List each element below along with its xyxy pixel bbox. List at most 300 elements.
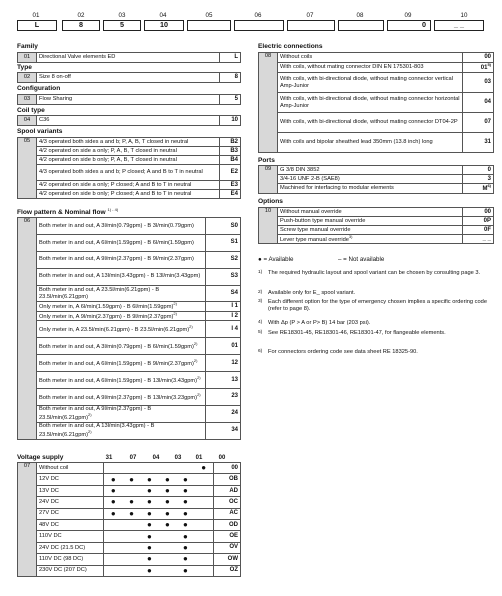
table-row [18,542,241,553]
voltage-label: 110V DC [37,531,104,542]
footnote-number: 1) [258,270,263,275]
row-text: Machined for interfacing to modular elements [278,184,463,194]
row-text: 4/2 operated on side b only; P, A, B, T closed in neutral [37,156,220,165]
row-code: 8 [220,73,241,83]
empty-mark [194,565,213,576]
position-number: 09 [404,12,412,19]
voltage-label: 110V DC (98 DC) [37,554,104,565]
footnote-text: Each different option for the type of emergency chosen implies a specific ordering code (refer to page 8). [268,299,487,312]
row-text-sup: 2) [173,301,177,307]
row-text: 4/3 operated both sides a and b; P closed; A and B to T in neutral [37,165,220,181]
code-box-04: 10 [144,20,184,31]
available-mark: ● [158,519,176,530]
available-mark: ● [104,474,123,485]
code-sup: 6) [487,183,491,188]
row-code: 07 [463,113,494,133]
position-number: 10 [460,12,468,19]
row-text [37,388,206,405]
table-row [18,190,241,199]
table-row [259,73,494,93]
row-code: E4 [220,190,241,199]
row-number: 06 [18,218,37,440]
row-text: Directional Valve elements ED [37,53,220,63]
available-mark: ● [140,531,158,542]
row-code: 04 [463,93,494,113]
table-row [259,184,494,194]
row-text-main: Only meter in, A 6l/min(1.59gpm) - B 6l/min(1.59gpm) [39,304,174,311]
row-code: OV [214,542,241,553]
table-row [18,554,241,565]
row-code [463,184,494,194]
table-row [18,372,241,389]
position-number: 06 [254,12,262,19]
row-code: 23 [206,388,241,405]
voltage-label: 12V DC [37,474,104,485]
row-text-main: Both meter in and out, A 6l/min(1.59gpm) - B 13l/min(3.43gpm) [39,377,198,384]
table-row [259,175,494,184]
available-mark: ● [176,497,194,508]
row-number: 10 [259,208,278,244]
footnote-number: 2) [258,290,263,295]
available-mark: ● [158,485,176,496]
voltage-supply-table [17,462,241,577]
voltage-supply-title: Voltage supply [17,454,64,461]
row-number: 07 [18,463,37,577]
table-row [259,208,494,217]
row-number: 01 [18,53,37,63]
row-code: AD [214,485,241,496]
empty-mark [123,519,141,530]
available-mark: ● [123,508,141,519]
voltage-label: 230V DC (207 DC) [37,565,104,576]
row-text [37,338,206,355]
footnote-text: With Δp (P > A or P> B) 14 bar (203 psi). [268,320,371,326]
voltage-column-header: 07 [129,455,137,461]
table-row [259,133,494,153]
row-text-sup: 2) [88,428,92,434]
electric-connections-table [258,52,494,153]
row-number: 08 [259,53,278,153]
row-code: 13 [206,372,241,389]
footnote-number: 3) [258,299,263,304]
available-mark: ● [176,485,194,496]
row-text [278,235,463,244]
available-mark: ● [123,497,141,508]
row-code: I 1 [206,302,241,311]
code-box-01: L [17,20,57,31]
code-sup: 5) [487,62,491,68]
row-code: S4 [206,285,241,302]
available-mark: ● [140,474,158,485]
flow-pattern-table [17,217,241,440]
available-mark: ● [140,519,158,530]
row-code: S2 [206,251,241,268]
row-code: OE [214,531,241,542]
row-text [37,321,206,338]
table-row [18,321,241,338]
row-text-main: Only meter in, A 23.5l/min(6.21gpm) - B 23.5l/min(6.21gpm) [39,326,190,333]
row-text: With coils, with bi-directional diode, without mating connector vertical Amp-Junior [278,73,463,93]
row-number: 05 [18,138,37,199]
table-row [18,463,241,474]
footnote-text: For connectors ordering code see data sheet RE 18325-90. [268,349,418,355]
footnote [258,299,494,312]
available-mark: ● [176,542,194,553]
row-text [37,218,206,235]
row-text: Size 8 on-off [37,73,220,83]
table-row [18,73,241,83]
empty-mark [158,554,176,565]
row-code: 24 [206,405,241,422]
row-code: E3 [220,181,241,190]
position-number: 01 [32,12,40,19]
row-code: E2 [220,165,241,181]
available-mark: ● [176,474,194,485]
empty-mark [104,463,123,474]
ports-title: Ports [258,157,275,164]
position-number: 05 [205,12,213,19]
row-text-main: Both meter in and out, A 3l/min(0.79gpm) - B 6l/min(1.59gpm) [39,343,194,350]
options-title: Options [258,198,283,205]
position-number: 03 [118,12,126,19]
available-mark: ● [104,497,123,508]
row-code: B4 [220,156,241,165]
footnote [258,290,494,297]
row-text-main: Both meter in and out, A 9l/min(2.37gpm) - B 23.5l/min(6.21gpm) [39,406,152,421]
row-code: 0P [463,217,494,226]
table-row [259,113,494,133]
table-row [18,474,241,485]
table-row [18,311,241,320]
position-number: 04 [159,12,167,19]
position-number: 07 [306,12,314,19]
row-text: 4/2 operated on side b only; P closed; A and B to T in neutral [37,190,220,199]
row-code: OD [214,519,241,530]
flow-pattern-title-text: Flow pattern & Nominal flow [17,209,106,217]
row-code: L [220,53,241,63]
row-text-main: Both meter in and out, A 9l/min(2.37gpm) - B 9l/min(2.37gpm) [39,256,194,263]
row-text: 4/2 operated on side a only; P, A, B, T closed in neutral [37,147,220,156]
code-box-06 [234,20,284,31]
voltage-label: Without coil [37,463,104,474]
footnote-text: See RE18301-45, RE18301-46, RE18301-47, for flangeable elements. [268,330,446,336]
empty-mark [194,508,213,519]
flow-pattern-title [17,208,118,217]
row-code: 00 [463,208,494,217]
available-mark: ● [194,463,213,474]
footnote-number: 4) [258,320,263,325]
table-row [259,166,494,175]
code-box-03: 5 [103,20,141,31]
position-number: 08 [356,12,364,19]
row-text-sup: 2) [197,374,201,380]
legend-not-available: – = Not available [338,256,385,263]
row-text-main: Both meter in and out, A 3l/min(0.79gpm) - B 3l/min(0.79gpm) [39,222,194,229]
row-code: I 4 [206,321,241,338]
empty-mark [104,542,123,553]
row-text: G 3/8 DIN 3852 [278,166,463,175]
row-code: 12 [206,355,241,372]
row-code: OB [214,474,241,485]
row-text [37,372,206,389]
empty-mark [104,554,123,565]
empty-mark [104,565,123,576]
row-code: 34 [206,422,241,439]
table-row [259,217,494,226]
empty-mark [194,485,213,496]
row-text: Flow Sharing [37,95,220,105]
row-text-main: Both meter in and out, A 23.5l/min(6.21gpm) - B 23.5l/min(6.21gpm) [39,286,160,300]
row-text [37,405,206,422]
row-text: Without coils [278,53,463,63]
row-text: C36 [37,116,220,126]
available-mark: ● [123,474,141,485]
empty-mark [158,463,176,474]
available-mark: ● [176,565,194,576]
available-mark: ● [140,542,158,553]
empty-mark [104,519,123,530]
table-row [18,519,241,530]
row-text: Without manual override [278,208,463,217]
table-row [18,355,241,372]
row-code: 00 [214,463,241,474]
voltage-column-header: 03 [174,455,182,461]
row-text-main: Both meter in and out, A 13l/min(3.43gpm) - B 23.5l/min(6.21gpm) [39,423,155,438]
available-mark: ● [104,508,123,519]
row-text-sup: 2) [173,310,177,316]
available-mark: ● [176,554,194,565]
row-code: OC [214,497,241,508]
table-row [18,234,241,251]
table-row [18,268,241,285]
table-row [18,388,241,405]
row-text [37,268,206,285]
footnote-text: Available only for E_ spool variant. [268,290,356,296]
table-row [18,338,241,355]
table-row [259,235,494,244]
empty-mark [194,497,213,508]
code-box-09: 0 [387,20,431,31]
table-row [259,226,494,235]
row-text-main: Both meter in and out, A 13l/min(3.43gpm) - B 13l/min(3.43gpm) [39,273,201,280]
empty-mark [123,565,141,576]
row-text: 3/4-16 UNF 2-B (SAE8) [278,175,463,184]
row-code: 5 [220,95,241,105]
table-row [18,485,241,496]
row-code: S0 [206,218,241,235]
table-row [18,156,241,165]
empty-mark [194,554,213,565]
available-mark: ● [140,497,158,508]
row-code: 0 [463,166,494,175]
row-text: Screw type manual override [278,226,463,235]
table-row [18,302,241,311]
family-title: Family [17,43,38,50]
row-text: 4/3 operated both sides a and b; P, A, B, T closed in neutral [37,138,220,147]
available-mark: ● [176,519,194,530]
code-box-07 [287,20,335,31]
available-mark: ● [176,531,194,542]
empty-mark [158,531,176,542]
row-text: With coils, with bi-directional diode, without mating connector DT04-2P [278,113,463,133]
voltage-column-header: 00 [218,455,226,461]
row-code: 3 [463,175,494,184]
position-number: 02 [77,12,85,19]
row-text [37,285,206,302]
row-text: 4/2 operated on side a only; P closed; A and B to T in neutral [37,181,220,190]
row-text: With coils and bipolar sheathed lead 350mm (13.8 inch) long [278,133,463,153]
table-row [18,147,241,156]
voltage-column-header: 04 [152,455,160,461]
row-text-sup: 2) [88,411,92,417]
table-row [18,531,241,542]
row-code: 0F [463,226,494,235]
row-text-sup: 2) [189,324,193,330]
available-mark: ● [158,474,176,485]
row-text-main: Lever type manual override [280,236,349,243]
empty-mark [123,531,141,542]
table-row [259,93,494,113]
available-mark: ● [158,497,176,508]
footnote [258,270,494,277]
type-table [17,72,241,83]
electric-connections-title: Electric connections [258,43,323,50]
table-row [18,497,241,508]
row-code: _ _ [463,235,494,244]
empty-mark [140,463,158,474]
spool-variants-title: Spool variants [17,128,63,135]
code-box-02: 8 [62,20,100,31]
table-row [18,285,241,302]
row-code: 31 [463,133,494,153]
family-table [17,52,241,63]
row-code: AC [214,508,241,519]
footnote-number: 5) [258,330,263,335]
table-row [18,165,241,181]
empty-mark [123,542,141,553]
empty-mark [123,463,141,474]
row-code: 03 [463,73,494,93]
row-number: 09 [259,166,278,194]
row-code: OW [214,554,241,565]
table-row [18,508,241,519]
type-title: Type [17,64,32,71]
row-text-sup: 3) [348,234,353,239]
footnote-number: 6) [258,349,263,354]
row-code: B2 [220,138,241,147]
row-text-sup: 2) [193,340,198,346]
table-row [18,53,241,63]
code-box-08 [338,20,384,31]
code-text: M [482,186,488,192]
row-text [37,311,206,320]
table-row [259,63,494,73]
options-table [258,207,494,244]
row-text-main: Both meter in and out, A 6l/min(1.59gpm) - B 6l/min(1.59gpm) [39,239,194,246]
row-text-main: Both meter in and out, A 6l/min(1.59gpm) - B 9l/min(2.37gpm) [39,360,194,367]
row-text-main: Both meter in and out, A 9l/min(2.37gpm) - B 13l/min(3.23gpm) [39,394,198,401]
row-text: Push-button type manual override [278,217,463,226]
table-row [18,95,241,105]
available-mark: ● [140,565,158,576]
voltage-label: 48V DC [37,519,104,530]
available-mark: ● [140,485,158,496]
available-mark: ● [176,508,194,519]
table-row [18,138,241,147]
empty-mark [158,542,176,553]
row-code: S3 [206,268,241,285]
ports-table [258,165,494,194]
row-code: B3 [220,147,241,156]
row-text [37,355,206,372]
empty-mark [123,485,141,496]
row-code: S1 [206,234,241,251]
footnote-text: The required hydraulic layout and spool variant can be chosen by consulting page 3. [268,270,481,276]
empty-mark [158,565,176,576]
voltage-label: 13V DC [37,485,104,496]
spool-variants-table [17,137,241,199]
table-row [18,565,241,576]
available-mark: ● [104,485,123,496]
table-row [18,251,241,268]
code-box-10: _ _ [434,20,484,31]
voltage-column-header: 31 [105,455,113,461]
row-text [37,234,206,251]
row-code [463,63,494,73]
row-code: 01 [206,338,241,355]
row-code: I 2 [206,311,241,320]
row-code: 10 [220,116,241,126]
footnote [258,320,494,327]
voltage-column-header: 01 [195,455,203,461]
row-text [37,422,206,439]
empty-mark [194,542,213,553]
voltage-label: 24V DC [37,497,104,508]
row-text-sup: 2) [197,391,201,397]
available-mark: ● [140,508,158,519]
row-text: With coils, without mating connector DIN EN 175301-803 [278,63,463,73]
coil-type-title: Coil type [17,107,45,114]
row-code: 00 [463,53,494,63]
row-text-sup: 2) [193,357,198,363]
available-mark: ● [140,554,158,565]
row-number: 02 [18,73,37,83]
empty-mark [104,531,123,542]
empty-mark [194,519,213,530]
table-row [259,53,494,63]
code-text: 01 [480,65,488,72]
configuration-title: Configuration [17,85,61,92]
table-row [18,181,241,190]
row-text [37,251,206,268]
empty-mark [194,474,213,485]
empty-mark [123,554,141,565]
table-row [18,218,241,235]
row-number: 03 [18,95,37,105]
row-text-main: Only meter in, A 9l/min(2.37gpm) - B 9l/min(2.37gpm) [39,313,174,320]
table-row [18,405,241,422]
code-box-05 [187,20,231,31]
table-row [18,422,241,439]
voltage-label: 24V DC (21.5 DC) [37,542,104,553]
empty-mark [194,531,213,542]
footnote [258,330,494,337]
configuration-table [17,94,241,105]
coil-type-table [17,115,241,126]
row-number: 04 [18,116,37,126]
table-row [18,116,241,126]
voltage-label: 27V DC [37,508,104,519]
